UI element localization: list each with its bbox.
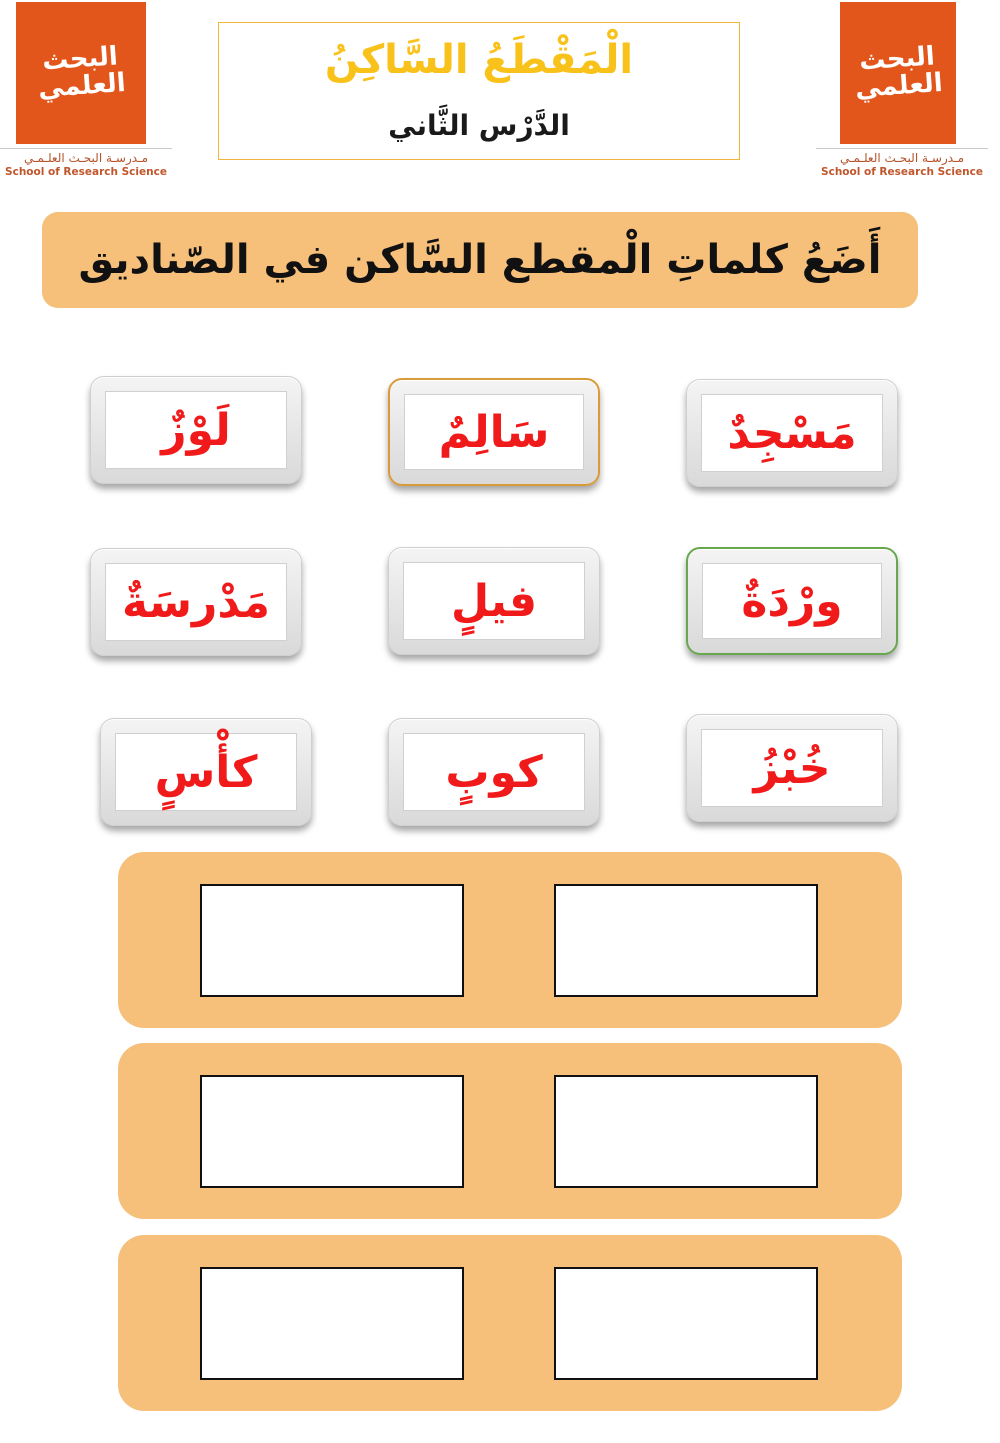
drop-box[interactable] xyxy=(200,1075,464,1188)
drop-box[interactable] xyxy=(554,884,818,997)
drop-box[interactable] xyxy=(200,1267,464,1380)
word-card-salim[interactable] xyxy=(388,378,600,486)
word-label: مَسْجِدٌ xyxy=(701,394,883,472)
drop-row-1 xyxy=(118,852,902,1028)
logo-caption-arabic: مـدرسـة البحـث العلـمـي xyxy=(816,148,988,165)
word-card-feel[interactable] xyxy=(388,547,600,655)
drop-box[interactable] xyxy=(554,1075,818,1188)
drop-row-3 xyxy=(118,1235,902,1411)
word-card-masjid[interactable] xyxy=(686,379,898,487)
drop-box[interactable] xyxy=(200,884,464,997)
word-card-warda[interactable] xyxy=(686,547,898,655)
drop-row-2 xyxy=(118,1043,902,1219)
logo-mark-text: البحث العلمي xyxy=(37,41,127,104)
word-label: كأْسٍ xyxy=(115,733,297,811)
word-card-kaas[interactable] xyxy=(100,718,312,826)
word-label: مَدْرسَةٌ xyxy=(105,563,287,641)
word-card-madrasa[interactable] xyxy=(90,548,302,656)
instruction-banner: أَضَعُ كلماتِ الْمقطع السَّاكن في الصّناديق xyxy=(42,212,918,308)
lesson-subtitle: الدَّرْس الثَّاني xyxy=(388,109,570,142)
logo-caption-arabic: مـدرسـة البحـث العلـمـي xyxy=(0,148,172,165)
logo-caption-english: School of Research Science xyxy=(821,166,983,178)
logo-mark xyxy=(16,2,146,144)
word-label: كوبٍ xyxy=(403,733,585,811)
word-label: ورْدَةٌ xyxy=(702,563,882,639)
logo-caption-english: School of Research Science xyxy=(5,166,167,178)
word-card-lawz[interactable] xyxy=(90,376,302,484)
word-label: خُبْزُ xyxy=(701,729,883,807)
word-label: سَالِمٌ xyxy=(404,394,584,470)
school-logo-right xyxy=(812,0,992,185)
word-card-khubz[interactable] xyxy=(686,714,898,822)
logo-mark-text: البحث العلمي xyxy=(854,41,944,104)
school-logo-left xyxy=(0,0,180,185)
word-label: فيلٍ xyxy=(403,562,585,640)
drop-box[interactable] xyxy=(554,1267,818,1380)
word-label: لَوْزٌ xyxy=(105,391,287,469)
page-title: الْمَقْطَعُ السَّاكِنُ xyxy=(324,37,634,83)
logo-mark xyxy=(840,2,956,144)
title-box xyxy=(218,22,740,160)
word-card-koob[interactable] xyxy=(388,718,600,826)
